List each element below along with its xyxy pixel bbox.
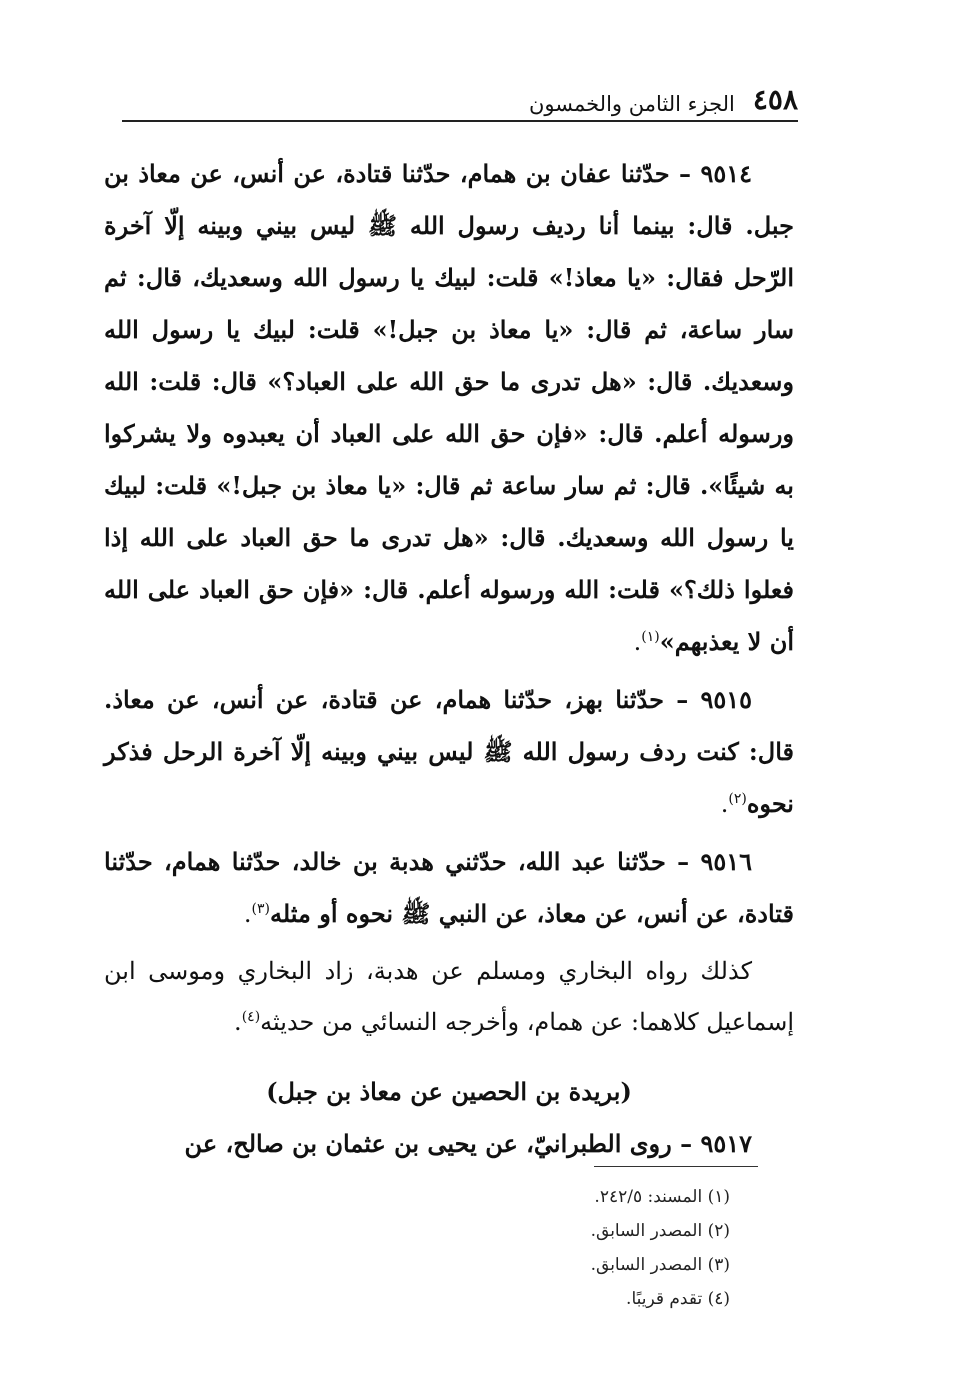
hadith-number: ٩٥١٧ xyxy=(700,1129,752,1158)
footnote-ref: (٣) xyxy=(251,901,270,917)
period: . xyxy=(633,628,642,656)
footnote-ref: (٤) xyxy=(241,1009,261,1025)
hadith-9514 xyxy=(104,148,794,668)
period: . xyxy=(720,790,729,818)
commentary xyxy=(104,946,794,1048)
period: . xyxy=(234,1008,242,1036)
hadith-9516 xyxy=(104,836,794,940)
footnote-3: (٣) المصدر السابق. xyxy=(590,1255,730,1275)
hadith-9517 xyxy=(104,1118,794,1170)
hadith-text: – روى الطبرانيّ، عن يحيى بن عثمان بن صالح، عن xyxy=(184,1129,701,1158)
hadith-number: ٩٥١٥ xyxy=(700,685,752,714)
footnote-ref: (١) xyxy=(641,629,660,645)
hadith-text: – حدّثنا عبد الله، حدّثني هدبة بن خالد، حدّثنا همام، حدّثنا قتادة، عن أنس، عن معاذ، عن النبي ﷺ نحوه أو مثله xyxy=(104,847,794,928)
hadith-number: ٩٥١٤ xyxy=(700,159,752,188)
footnote-ref: (٢) xyxy=(728,791,747,807)
hadith-text: – حدّثنا بهز، حدّثنا همام، عن قتادة، عن أنس، عن معاذ. قال: كنت ردف رسول الله ﷺ ليس بيني وبينه إلّا آخرة الرحل فذكر نحوه xyxy=(104,685,794,818)
body-text xyxy=(104,148,794,1170)
footnotes xyxy=(420,1180,730,1316)
footnote-2: (٢) المصدر السابق. xyxy=(590,1221,730,1241)
footnote-divider xyxy=(594,1166,758,1167)
section-heading: (بريدة بن الحصين عن معاذ بن جبل) xyxy=(266,1077,632,1106)
hadith-9515 xyxy=(104,674,794,830)
part-title: الجزء الثامن والخمسون xyxy=(528,92,735,116)
footnote-1: (١) المسند: ٢٤٢/٥. xyxy=(594,1187,730,1207)
page-number: ٤٥٨ xyxy=(752,83,798,116)
commentary-text: كذلك رواه البخاري ومسلم عن هدبة، زاد البخاري وموسى ابن إسماعيل كلاهما: عن همام، وأخرجه النسائي من حديثه xyxy=(104,957,794,1036)
period: . xyxy=(243,900,252,928)
hadith-number: ٩٥١٦ xyxy=(700,847,752,876)
footnote-4: (٤) تقدم قريبًا. xyxy=(626,1289,730,1309)
hadith-text: – حدّثنا عفان بن همام، حدّثنا قتادة، عن أنس، عن معاذ بن جبل. قال: بينما أنا رديف رسول الله ﷺ ليس بيني وبينه إلّا آخرة الرّحل فقال: «يا معاذ!» قلت: لبيك يا رسول الله وسعديك، قال: ثم سار ساعة، ثم قال: «يا معاذ بن جبل!» قلت: لبيك يا رسول الله وسعديك. قال: «هل تدرى ما حق الله على العباد؟» قال: قلت: الله ورسوله أعلم. قال: «فإن حق الله على العباد أن يعبدوه ولا يشركوا به شيئًا». قال: ثم سار ساعة ثم قال: «يا معاذ بن جبل!» قلت: لبيك يا رسول الله وسعديك. قال: «هل تدرى ما حق العباد على الله إذا فعلوا ذلك؟» قلت: الله ورسوله أعلم. قال: «فإن حق العباد على الله أن لا يعذبهم» xyxy=(104,159,794,656)
running-header xyxy=(122,78,798,122)
